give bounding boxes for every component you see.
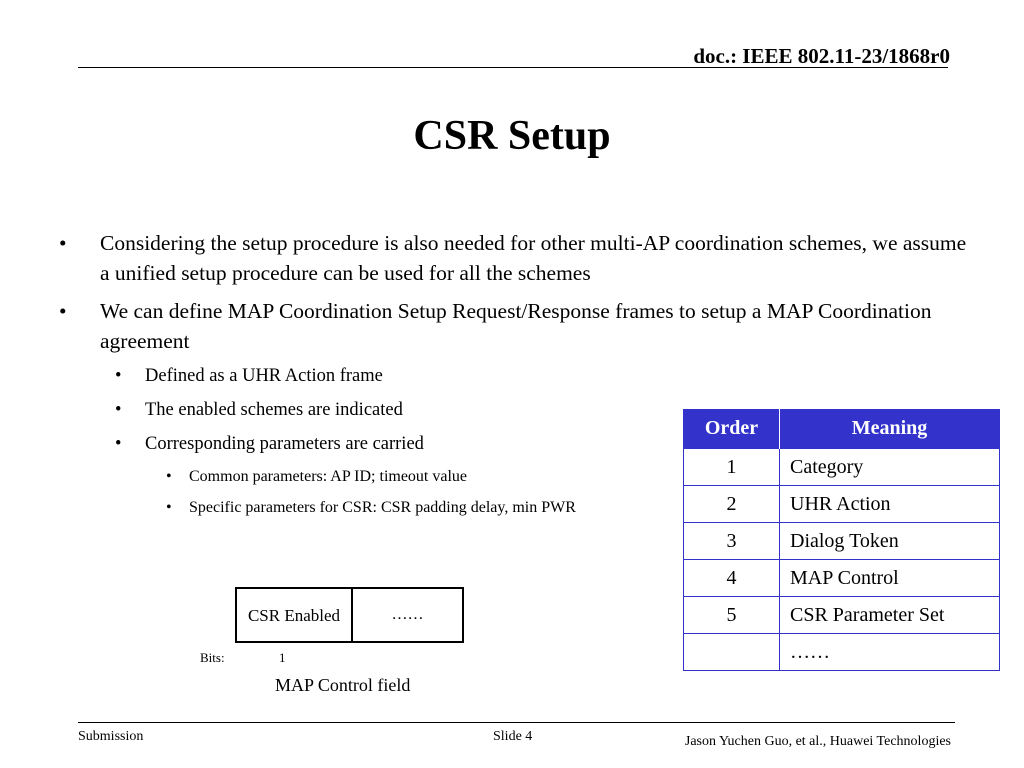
- table-cell-meaning: UHR Action: [780, 486, 1000, 523]
- table-cell-order: [684, 634, 780, 671]
- header-divider: [78, 67, 948, 68]
- table-cell-order: 5: [684, 597, 780, 634]
- doc-id: doc.: IEEE 802.11-23/1868r0: [693, 44, 950, 68]
- table-header-order: Order: [684, 409, 780, 449]
- footer-slide-number: Slide 4: [493, 729, 533, 744]
- bits-value: 1: [279, 650, 286, 665]
- table-row: [684, 560, 1000, 597]
- bullet-text: The enabled schemes are indicated: [145, 400, 403, 420]
- table-cell-order: 2: [684, 486, 780, 523]
- table-cell-meaning: MAP Control: [780, 560, 1000, 597]
- bullet-text: Specific parameters for CSR: CSR padding delay, min PWR: [189, 499, 576, 516]
- slide-title: CSR Setup: [413, 113, 611, 159]
- bullet-text: Common parameters: AP ID; timeout value: [189, 468, 468, 485]
- bullet-icon: •: [115, 366, 122, 386]
- table-cell-meaning: ……: [780, 634, 1000, 671]
- bullet-item: [56, 228, 976, 288]
- bullet-text: Corresponding parameters are carried: [145, 434, 424, 454]
- field-caption: MAP Control field: [275, 675, 411, 695]
- footer-divider: [78, 722, 955, 723]
- bullet-text: Defined as a UHR Action frame: [145, 366, 383, 386]
- bullet-text: Considering the setup procedure is also needed for other multi-AP coordination schemes, we assume a unified setup procedure can be used for all the schemes: [100, 231, 967, 285]
- bullet-icon: •: [166, 499, 172, 516]
- table-header-row: [684, 409, 1000, 449]
- csr-enabled-subfield: CSR Enabled: [237, 589, 353, 641]
- bullet-icon: •: [59, 231, 67, 255]
- table-cell-meaning: CSR Parameter Set: [780, 597, 1000, 634]
- table-cell-order: 3: [684, 523, 780, 560]
- bullet-item: [56, 364, 976, 388]
- bullet-icon: •: [166, 468, 172, 485]
- table-header-meaning: Meaning: [780, 409, 1000, 449]
- bullet-item: [56, 296, 960, 356]
- bullet-text: We can define MAP Coordination Setup Request/Response frames to setup a MAP Coordination agreement: [100, 299, 932, 353]
- bullet-icon: •: [115, 400, 122, 420]
- bullet-icon: •: [59, 299, 67, 323]
- table-cell-order: 1: [684, 449, 780, 486]
- footer-authors: Jason Yuchen Guo, et al., Huawei Technologies: [684, 734, 951, 749]
- table-cell-meaning: Dialog Token: [780, 523, 1000, 560]
- table-cell-meaning: Category: [780, 449, 1000, 486]
- map-control-field-diagram: [235, 587, 464, 643]
- frame-format-table: [683, 409, 1000, 671]
- table-row: [684, 523, 1000, 560]
- table-row: [684, 486, 1000, 523]
- bits-label: Bits:: [200, 650, 225, 665]
- table-row: [684, 449, 1000, 486]
- footer-submission: Submission: [78, 729, 144, 744]
- reserved-subfield: ……: [391, 606, 424, 623]
- bullet-icon: •: [115, 434, 122, 454]
- table-row: [684, 634, 1000, 671]
- table-cell-order: 4: [684, 560, 780, 597]
- table-row: [684, 597, 1000, 634]
